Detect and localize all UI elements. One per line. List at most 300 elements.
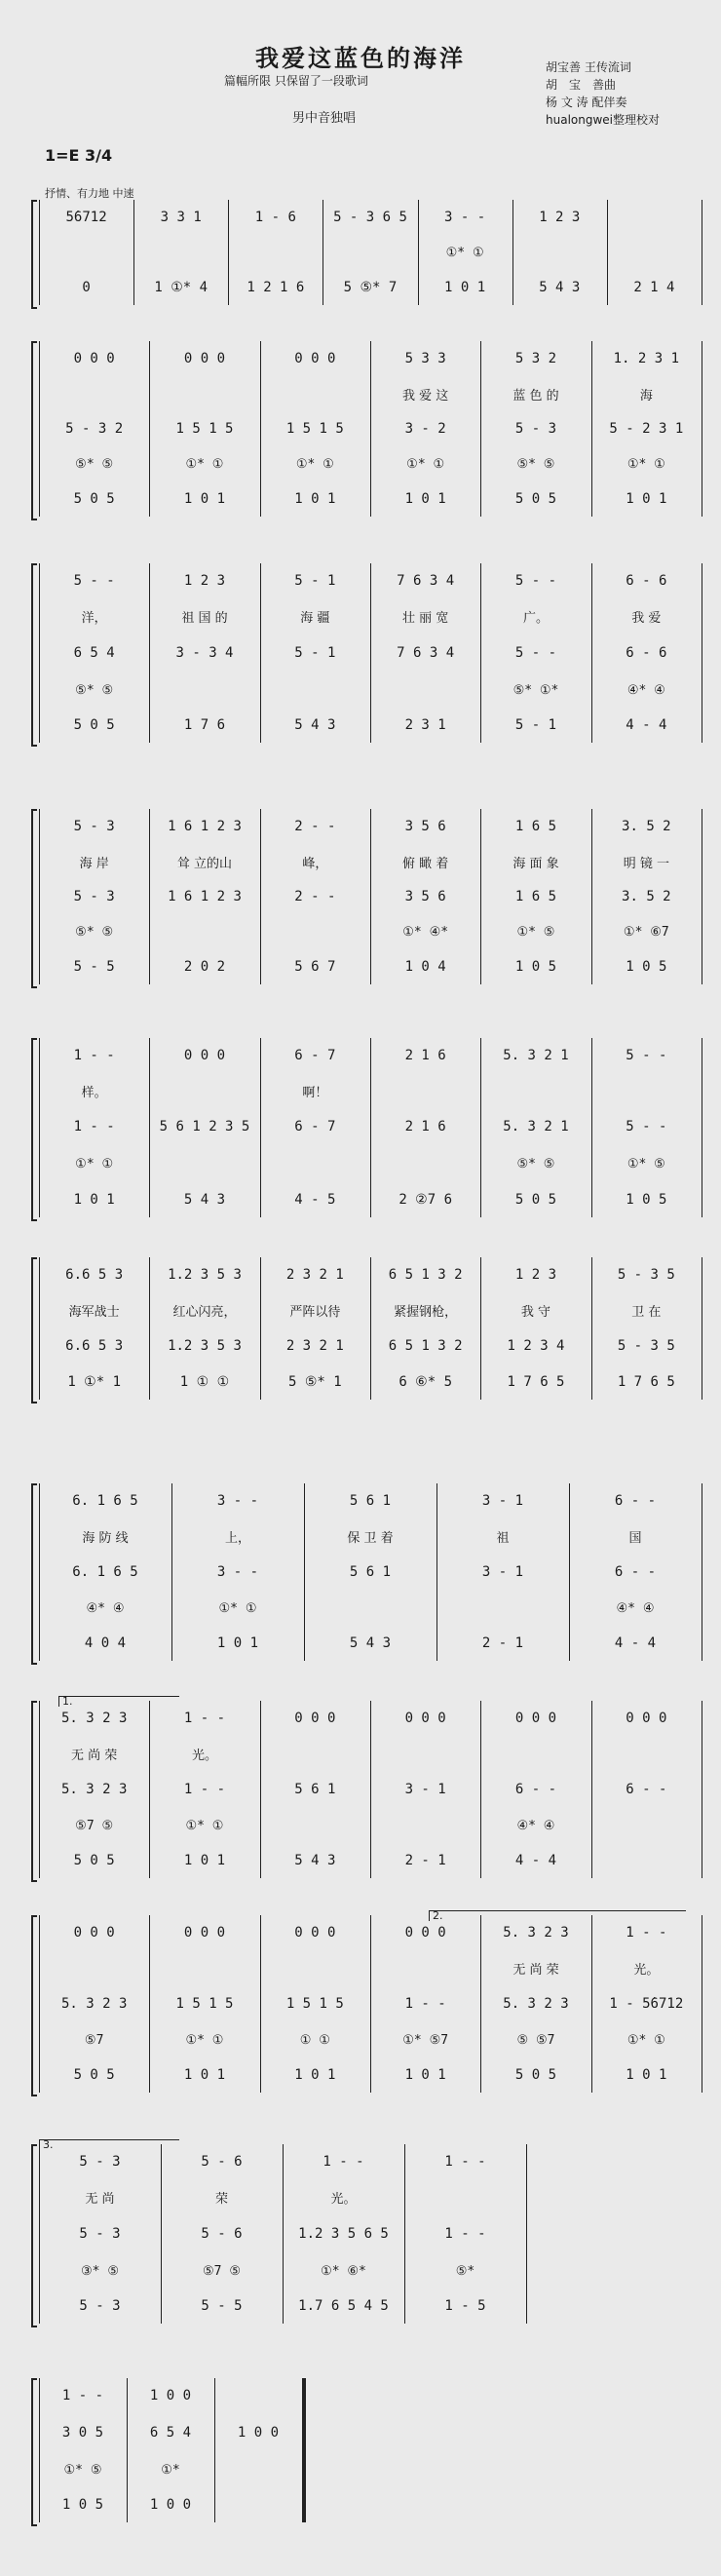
barline	[304, 1483, 305, 1661]
barline	[149, 809, 150, 984]
chord-measure: ① ①	[299, 2032, 330, 2048]
barline	[370, 1038, 371, 1217]
barline	[480, 1701, 481, 1878]
upper-measure: 1 6 1 2 3	[168, 889, 242, 904]
chord-measure	[325, 241, 414, 264]
barline	[39, 2378, 40, 2522]
barline	[591, 1038, 592, 1217]
lyric-measure: 红心闪亮，	[172, 1304, 237, 1320]
chord-measure: ①* ⑤	[516, 924, 555, 940]
chord-measure: ⑤* ⑤	[516, 1156, 555, 1172]
melody-measure: 0 0 0	[183, 1048, 226, 1063]
upper-measure: 2 1 6	[404, 1119, 446, 1134]
upper-measure: 5 6 1	[349, 1564, 392, 1580]
lyric-measure: 无 尚	[85, 2191, 115, 2207]
upper-measure: 5 6 1	[294, 1782, 336, 1797]
bass-measure: 5 0 5	[73, 491, 115, 507]
chord-measure: ⑤ ⑤7	[516, 2032, 555, 2048]
bass-measure: 1 0 1	[294, 491, 336, 507]
bass-measure: 1 0 5	[61, 2497, 104, 2513]
bass-measure: 1 0 1	[73, 1192, 115, 1208]
bass-measure: 1 0 1	[183, 491, 226, 507]
barline	[480, 1915, 481, 2093]
bass-measure: 5 - 5	[73, 959, 115, 975]
chord-measure: ④* ④	[516, 1818, 555, 1833]
melody-measure: 6 - 6	[626, 573, 667, 589]
upper-measure: 5 - -	[514, 645, 557, 661]
chord-measure: ①* ⑥7	[623, 924, 669, 940]
chord-measure	[610, 241, 699, 264]
system-bracket	[31, 2378, 37, 2526]
bass-measure: 5 0 5	[73, 2067, 115, 2083]
lyric-measure	[483, 1742, 588, 1765]
chord-measure	[373, 1814, 477, 1837]
melody-measure: 3 3 1	[160, 210, 202, 225]
lyric-measure	[594, 1742, 699, 1765]
lyric-measure	[152, 1079, 256, 1102]
lyric-measure: 上，	[224, 1530, 250, 1546]
system-bracket	[31, 1701, 37, 1882]
melody-measure: 6.6 5 3	[65, 1267, 124, 1283]
melody-measure: 7 6 3 4	[397, 573, 455, 589]
bass-measure: 1 0 1	[294, 2067, 336, 2083]
bass-measure: 5 4 3	[183, 1192, 226, 1208]
upper-measure: 5 - 3	[73, 889, 115, 904]
bass-measure: 1 0 5	[626, 1192, 667, 1208]
bass-measure: 1 ①* 1	[67, 1374, 122, 1390]
barline	[370, 1915, 371, 2093]
lyric-measure	[263, 1742, 367, 1765]
tempo-marking: 抒情、有力地 中速	[45, 187, 134, 200]
bass-measure: 1 0 0	[149, 2497, 192, 2513]
melody-measure: 1 0 0	[149, 2388, 192, 2403]
melody-measure: 3. 5 2	[622, 819, 671, 834]
barline	[214, 2378, 215, 2522]
lyric-measure: 峰，	[302, 856, 328, 871]
barline	[260, 1915, 261, 2093]
chord-measure: ⑤7 ⑤	[75, 1818, 114, 1833]
bass-measure: 2 0 2	[183, 959, 226, 975]
upper-measure: 1 5 1 5	[175, 1996, 234, 2012]
upper-measure: 6. 1 6 5	[72, 1564, 138, 1580]
bass-measure: 5 - 5	[201, 2298, 243, 2314]
lyric-measure: 光。	[330, 2191, 357, 2207]
barline	[591, 341, 592, 517]
chord-measure: ④* ④	[626, 682, 665, 698]
volta-bracket: 1.	[58, 1696, 179, 1707]
barline	[260, 1701, 261, 1878]
upper-measure: 1 5 1 5	[285, 421, 344, 437]
key-signature: 1=E 3/4	[45, 146, 113, 165]
system-bracket	[31, 200, 37, 309]
bass-measure: 1 0 1	[404, 491, 446, 507]
barline	[149, 1915, 150, 2093]
bass-measure: 1 0 1	[626, 2067, 667, 2083]
lyric-measure: 无 尚 荣	[71, 1748, 118, 1763]
chord-measure	[263, 1152, 367, 1175]
lyric-measure: 我 爱	[631, 610, 662, 626]
melody-measure: 2 - -	[294, 819, 336, 834]
melody-measure: 1 - -	[444, 2154, 486, 2170]
barline	[404, 2144, 405, 2324]
bass-measure: 1 0 1	[216, 1635, 259, 1651]
bass-measure: 1 0 5	[626, 959, 667, 975]
chord-measure: ⑤*	[455, 2263, 475, 2279]
chord-measure: ①* ⑤7	[402, 2032, 449, 2048]
barline	[591, 1701, 592, 1878]
barline	[39, 2144, 40, 2324]
lyric-measure: 光。	[633, 1962, 660, 1978]
melody-measure: 0 0 0	[73, 1925, 115, 1941]
upper-measure: 3 - 1	[404, 1782, 446, 1797]
melody-measure: 6. 1 6 5	[72, 1493, 138, 1509]
melody-measure: 1 6 1 2 3	[168, 819, 242, 834]
upper-measure: 1 6 5	[514, 889, 557, 904]
bass-measure: 5 0 5	[514, 1192, 557, 1208]
editor-credit: hualongwei整理校对	[546, 113, 660, 127]
bass-measure: 1 7 6 5	[507, 1374, 565, 1390]
barline	[149, 1257, 150, 1400]
bass-measure: 5 4 3	[349, 1635, 392, 1651]
bass-measure: 5 6 7	[294, 959, 336, 975]
barline	[39, 1701, 40, 1878]
melody-measure: 0 0 0	[514, 1711, 557, 1726]
upper-measure: 5 - -	[626, 1119, 667, 1134]
lyric-measure	[263, 1956, 367, 1980]
lyric-measure	[42, 382, 146, 405]
lyric-measure: 我 爱 这	[402, 388, 449, 404]
system-bracket	[31, 2144, 37, 2327]
barline	[149, 563, 150, 743]
barline	[39, 809, 40, 984]
chord-measure	[594, 1814, 699, 1837]
lyric-measure	[263, 382, 367, 405]
melody-measure: 5 - 3	[79, 2154, 121, 2170]
chord-measure	[263, 1814, 367, 1837]
lyric-measure: 样。	[81, 1085, 107, 1100]
melody-measure: 1. 2 3 1	[613, 351, 680, 366]
upper-measure: 1.2 3 5 3	[168, 1338, 242, 1354]
barline	[127, 2378, 128, 2522]
upper-measure: 1 0 0	[237, 2425, 280, 2441]
chord-measure: ③* ⑤	[81, 2263, 119, 2279]
bass-measure: 6 ⑥* 5	[398, 1374, 453, 1390]
upper-measure: 6.6 5 3	[65, 1338, 124, 1354]
melody-measure: 0 0 0	[404, 1925, 446, 1941]
bass-measure: 1 2 1 6	[247, 280, 305, 295]
barline	[302, 2378, 306, 2522]
upper-measure: 3 5 6	[404, 889, 446, 904]
melody-measure: 5 - 6	[201, 2154, 243, 2170]
upper-measure: 6 - -	[614, 1564, 657, 1580]
chord-measure	[152, 920, 256, 943]
chord-measure	[373, 1152, 477, 1175]
bass-measure: 1 0 1	[404, 2067, 446, 2083]
chord-measure: ①* ①	[626, 2032, 665, 2048]
lyric-measure: 壮 丽 宽	[402, 610, 449, 626]
upper-measure: 1.2 3 5 6 5	[298, 2226, 389, 2242]
chord-measure: ①* ①	[75, 1156, 114, 1172]
melody-measure: 0 0 0	[294, 1711, 336, 1726]
chord-measure: ①* ④*	[402, 924, 449, 940]
barline	[260, 1038, 261, 1217]
lyric-measure: 啊！	[302, 1085, 328, 1100]
lyric-measure	[373, 1956, 477, 1980]
barline	[370, 1257, 371, 1400]
upper-measure: 1 - -	[404, 1996, 446, 2012]
melody-measure: 1 - 6	[254, 210, 296, 225]
barline	[591, 563, 592, 743]
upper-measure: 5 - 6	[201, 2226, 243, 2242]
lyric-measure: 明 镜 一	[623, 856, 669, 871]
upper-measure: 6 - 6	[626, 645, 667, 661]
upper-measure: 5 - 3 2	[65, 421, 124, 437]
system-bracket	[31, 1915, 37, 2096]
upper-measure: 6 5 4	[149, 2425, 192, 2441]
melody-measure: 3 5 6	[404, 819, 446, 834]
subtitle-note: 篇幅所限 只保留了一段歌词	[224, 74, 368, 88]
melody-measure: 5 - -	[514, 573, 557, 589]
bass-measure: 1.7 6 5 4 5	[298, 2298, 389, 2314]
lyric-measure: 海 面 象	[512, 856, 559, 871]
barline	[39, 341, 40, 517]
upper-measure: 6 - -	[626, 1782, 667, 1797]
chord-measure	[152, 678, 256, 702]
chord-measure: ①* ⑥*	[321, 2263, 366, 2279]
barline	[370, 1701, 371, 1878]
melody-measure: 3 - -	[216, 1493, 259, 1509]
bass-measure: 1 0 1	[444, 280, 486, 295]
chord-measure	[307, 1596, 434, 1620]
barline	[480, 341, 481, 517]
melody-measure: 5 - -	[626, 1048, 667, 1063]
volta-bracket: 2.	[429, 1910, 686, 1921]
upper-measure: 5 - 2 3 1	[609, 421, 684, 437]
bass-measure: 5 0 5	[73, 717, 115, 733]
lyric-measure: 国	[628, 1530, 642, 1546]
bass-measure: 1 0 4	[404, 959, 446, 975]
upper-measure: 1 - -	[73, 1119, 115, 1134]
lyric-measure: 光。	[191, 1748, 217, 1763]
barline	[39, 1257, 40, 1400]
barline	[526, 2144, 527, 2324]
bass-measure: 4 0 4	[84, 1635, 127, 1651]
bass-measure: 5 0 5	[73, 1853, 115, 1868]
chord-measure	[263, 678, 367, 702]
chord-measure: ④* ④	[86, 1600, 125, 1616]
melody-measure: 1 2 3	[514, 1267, 557, 1283]
barline	[283, 2144, 284, 2324]
melody-measure: 0 0 0	[73, 351, 115, 366]
chord-measure: ④* ④	[616, 1600, 655, 1616]
bass-measure: 0	[82, 280, 91, 295]
barline	[591, 1915, 592, 2093]
lyric-measure: 海 疆	[300, 610, 330, 626]
system-bracket	[31, 809, 37, 988]
system-bracket	[31, 341, 37, 520]
bass-measure: 1 - 5	[444, 2298, 486, 2314]
melody-measure: 1 - -	[626, 1925, 667, 1941]
melody-measure: 2 1 6	[404, 1048, 446, 1063]
upper-measure: 1 5 1 5	[285, 1996, 344, 2012]
upper-measure: 5. 3 2 3	[60, 1782, 128, 1797]
barline	[133, 200, 134, 305]
chord-measure: ⑤* ⑤	[75, 456, 114, 472]
melody-measure: 5 6 1	[349, 1493, 392, 1509]
chord-measure: ⑤* ⑤	[75, 682, 114, 698]
melody-measure: 5 - 3 5	[617, 1267, 675, 1283]
upper-measure: 1 5 1 5	[175, 421, 234, 437]
melody-measure: 5̇6712	[65, 210, 107, 225]
chord-measure	[263, 920, 367, 943]
barline	[370, 563, 371, 743]
lyric-measure: 严阵以待	[289, 1304, 341, 1320]
upper-measure: 3. 5 2	[622, 889, 671, 904]
bass-measure: 5 - 3	[79, 2298, 121, 2314]
bass-measure: 1 7 6	[183, 717, 226, 733]
melody-measure: 5. 3 2 3	[503, 1925, 569, 1941]
melody-measure: 1.2 3 5 3	[168, 1267, 242, 1283]
bass-measure: 5 0 5	[514, 491, 557, 507]
bass-measure: 4 - 4	[614, 1635, 657, 1651]
barline	[370, 341, 371, 517]
chord-measure	[231, 241, 320, 264]
barline	[39, 1915, 40, 2093]
bass-measure: 2 3 1	[404, 717, 446, 733]
chord-measure: ⑤* ①*	[512, 682, 559, 698]
upper-measure: 5 - 3	[514, 421, 557, 437]
bass-measure: 1 7 6 5	[617, 1374, 675, 1390]
bass-measure: 1 0 1	[183, 2067, 226, 2083]
upper-measure: 3 - 1	[481, 1564, 524, 1580]
barline	[436, 1483, 437, 1661]
melody-measure: 1 - -	[61, 2388, 104, 2403]
upper-measure: 5. 3 2 3	[503, 1996, 569, 2012]
melody-measure: 5. 3 2 3	[60, 1711, 128, 1726]
lyric-measure	[407, 2185, 523, 2209]
upper-measure: 5 - 1	[294, 645, 336, 661]
bass-measure	[594, 1849, 699, 1872]
accompaniment-credit: 杨 文 涛 配伴奏	[546, 96, 627, 109]
barline	[39, 200, 40, 305]
bass-measure: 4 - 5	[294, 1192, 336, 1208]
barline	[228, 200, 229, 305]
melody-measure: 1 - -	[73, 1048, 115, 1063]
barline	[39, 563, 40, 743]
upper-measure: 5 - 3	[79, 2226, 121, 2242]
bass-measure: 2 ②7 6	[398, 1192, 453, 1208]
melody-measure: 5 3 2	[514, 351, 557, 366]
lyric-measure: 海	[639, 388, 653, 404]
lyric-measure: 荣	[214, 2191, 228, 2207]
system-bracket	[31, 1038, 37, 1221]
barline	[161, 2144, 162, 2324]
upper-measure: 1 2 3 4	[507, 1338, 565, 1354]
lyric-measure: 祖	[496, 1530, 510, 1546]
melody-measure: 1 - -	[323, 2154, 364, 2170]
lyric-measure: 俯 瞰 着	[402, 856, 449, 871]
barline	[39, 1038, 40, 1217]
bass-measure: 5 0 5	[514, 2067, 557, 2083]
melody-measure: 5 - -	[73, 573, 115, 589]
chord-measure	[42, 241, 131, 264]
lyric-measure	[152, 1956, 256, 1980]
upper-measure: 5. 3 2 1	[503, 1119, 569, 1134]
melody-measure: 0 0 0	[294, 1925, 336, 1941]
chord-measure: ①* ①	[406, 456, 445, 472]
chord-measure: ⑤7	[84, 2032, 104, 2048]
melody-measure: 0 0 0	[183, 1925, 226, 1941]
chord-measure: ①*	[161, 2462, 180, 2478]
bass-measure: 1 ① ①	[179, 1374, 230, 1390]
system-bracket	[31, 1257, 37, 1403]
upper-measure: 6 - 7	[294, 1119, 336, 1134]
upper-measure: 3 0 5	[61, 2425, 104, 2441]
melody-measure: 5 - 1	[294, 573, 336, 589]
upper-measure: 5. 3 2 3	[60, 1996, 128, 2012]
bass-measure: 4 - 4	[514, 1853, 557, 1868]
barline	[512, 200, 513, 305]
melody-measure: 1 2 3	[183, 573, 226, 589]
barline	[39, 1483, 40, 1661]
barline	[149, 1038, 150, 1217]
chord-measure	[136, 241, 225, 264]
melody-measure: 5 - 3 6 5	[333, 210, 407, 225]
chord-measure: ⑤* ⑤	[75, 924, 114, 940]
melody-measure: 5 3 3	[404, 351, 446, 366]
upper-measure: 5 - 3 5	[617, 1338, 675, 1354]
bass-measure: 1 0 1	[183, 1853, 226, 1868]
lyric-measure: 广。	[522, 610, 549, 626]
bass-measure: 4 - 4	[626, 717, 667, 733]
upper-measure: 7 6 3 4	[397, 645, 455, 661]
barline	[607, 200, 608, 305]
barline	[480, 1257, 481, 1400]
lyric-measure: 海 岸	[79, 856, 109, 871]
upper-measure: 3 - 2	[404, 421, 446, 437]
upper-measure: 2 3 2 1	[285, 1338, 344, 1354]
chord-measure: ①* ①	[185, 2032, 224, 2048]
lyric-measure	[152, 382, 256, 405]
upper-measure: 1 - 5̇6712	[609, 1996, 684, 2012]
lyric-measure: 海军战士	[68, 1304, 120, 1320]
barline	[260, 341, 261, 517]
melody-measure: 6 - -	[614, 1493, 657, 1509]
bass-measure: 5 ⑤* 7	[343, 280, 398, 295]
lyric-measure: 海 防 线	[82, 1530, 129, 1546]
chord-measure: ①* ①	[218, 1600, 257, 1616]
chord-measure: ①* ①	[445, 245, 484, 260]
barline	[370, 809, 371, 984]
barline	[418, 200, 419, 305]
lyric-measure: 祖 国 的	[181, 610, 228, 626]
melody-measure: 0 0 0	[626, 1711, 667, 1726]
lyric-measure	[373, 1742, 477, 1765]
melody-measure: 0 0 0	[294, 351, 336, 366]
melody-measure: 2 3 2 1	[285, 1267, 344, 1283]
lyric-measure: 紧握钢枪，	[394, 1304, 458, 1320]
lyric-measure: 我 守	[520, 1304, 551, 1320]
upper-measure: 1 - -	[444, 2226, 486, 2242]
barline	[149, 341, 150, 517]
lyric-measure: 保 卫 着	[347, 1530, 394, 1546]
bass-measure: 5 - 1	[514, 717, 557, 733]
bass-measure: 2 1 4	[633, 280, 675, 295]
upper-measure: 5 6 1 2 3 5	[159, 1119, 250, 1134]
melody-measure: 1 6 5	[514, 819, 557, 834]
upper-measure: 6 - -	[514, 1782, 557, 1797]
composer-credit: 胡 宝 善曲	[546, 78, 617, 92]
